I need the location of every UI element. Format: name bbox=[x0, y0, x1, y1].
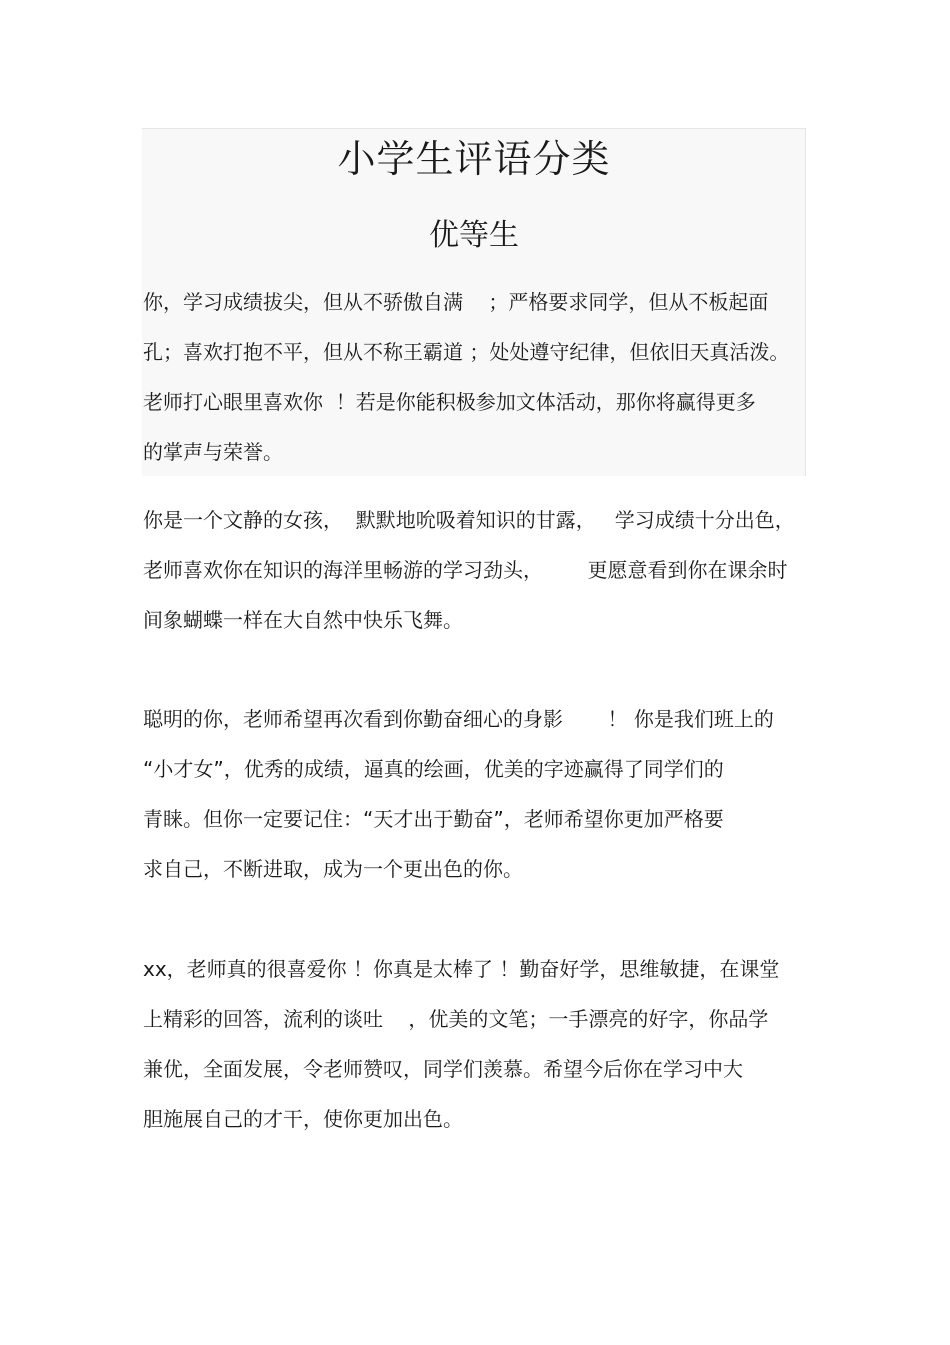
comment-paragraph-3 bbox=[143, 694, 774, 894]
comment-line: 的掌声与荣誉。 bbox=[143, 440, 283, 464]
comment-line: 老师喜欢你在知识的海洋里畅游的学习劲头， 更愿意看到你在课余时 bbox=[143, 558, 788, 582]
comment-line: 上精彩的回答，流利的谈吐 ，优美的文笔；一手漂亮的好字，你品学 bbox=[143, 1007, 769, 1031]
comment-line: 聪明的你，老师希望再次看到你勤奋细心的身影 ！ 你是我们班上的 bbox=[143, 707, 774, 731]
comment-line: 老师打心眼里喜欢你 ！若是你能积极参加文体活动，那你将赢得更多 bbox=[143, 390, 756, 414]
comment-line: 间象蝴蝶一样在大自然中快乐飞舞。 bbox=[143, 608, 463, 632]
comment-paragraph-4 bbox=[143, 944, 779, 1144]
comment-line: 兼优，全面发展，令老师赞叹，同学们羡慕。希望今后你在学习中大 bbox=[143, 1057, 743, 1081]
section-title: 优等生 bbox=[429, 218, 519, 253]
comment-line: 你，学习成绩拔尖，但从不骄傲自满 ；严格要求同学，但从不板起面 bbox=[143, 290, 769, 314]
comment-paragraph-1 bbox=[143, 277, 789, 477]
comment-line: 孔；喜欢打抱不平，但从不称王霸道 ；处处遵守纪律，但依旧天真活泼。 bbox=[143, 340, 790, 364]
comment-line: “小才女”，优秀的成绩，逼真的绘画，优美的字迹赢得了同学们的 bbox=[143, 757, 724, 781]
comment-line: 你是一个文静的女孩， 默默地吮吸着知识的甘露， 学习成绩十分出色， bbox=[143, 508, 795, 532]
comment-paragraph-2 bbox=[143, 495, 795, 645]
page-title: 小学生评语分类 bbox=[337, 137, 611, 181]
comment-line: xx，老师真的很喜爱你 ！你真是太棒了 ！勤奋好学，思维敏捷，在课堂 bbox=[143, 957, 780, 981]
comment-line: 求自己，不断进取，成为一个更出色的你。 bbox=[143, 857, 523, 881]
comment-line: 胆施展自己的才干，使你更加出色。 bbox=[143, 1107, 463, 1131]
comment-line: 青睐。但你一定要记住：“天才出于勤奋”，老师希望你更加严格要 bbox=[143, 807, 724, 831]
